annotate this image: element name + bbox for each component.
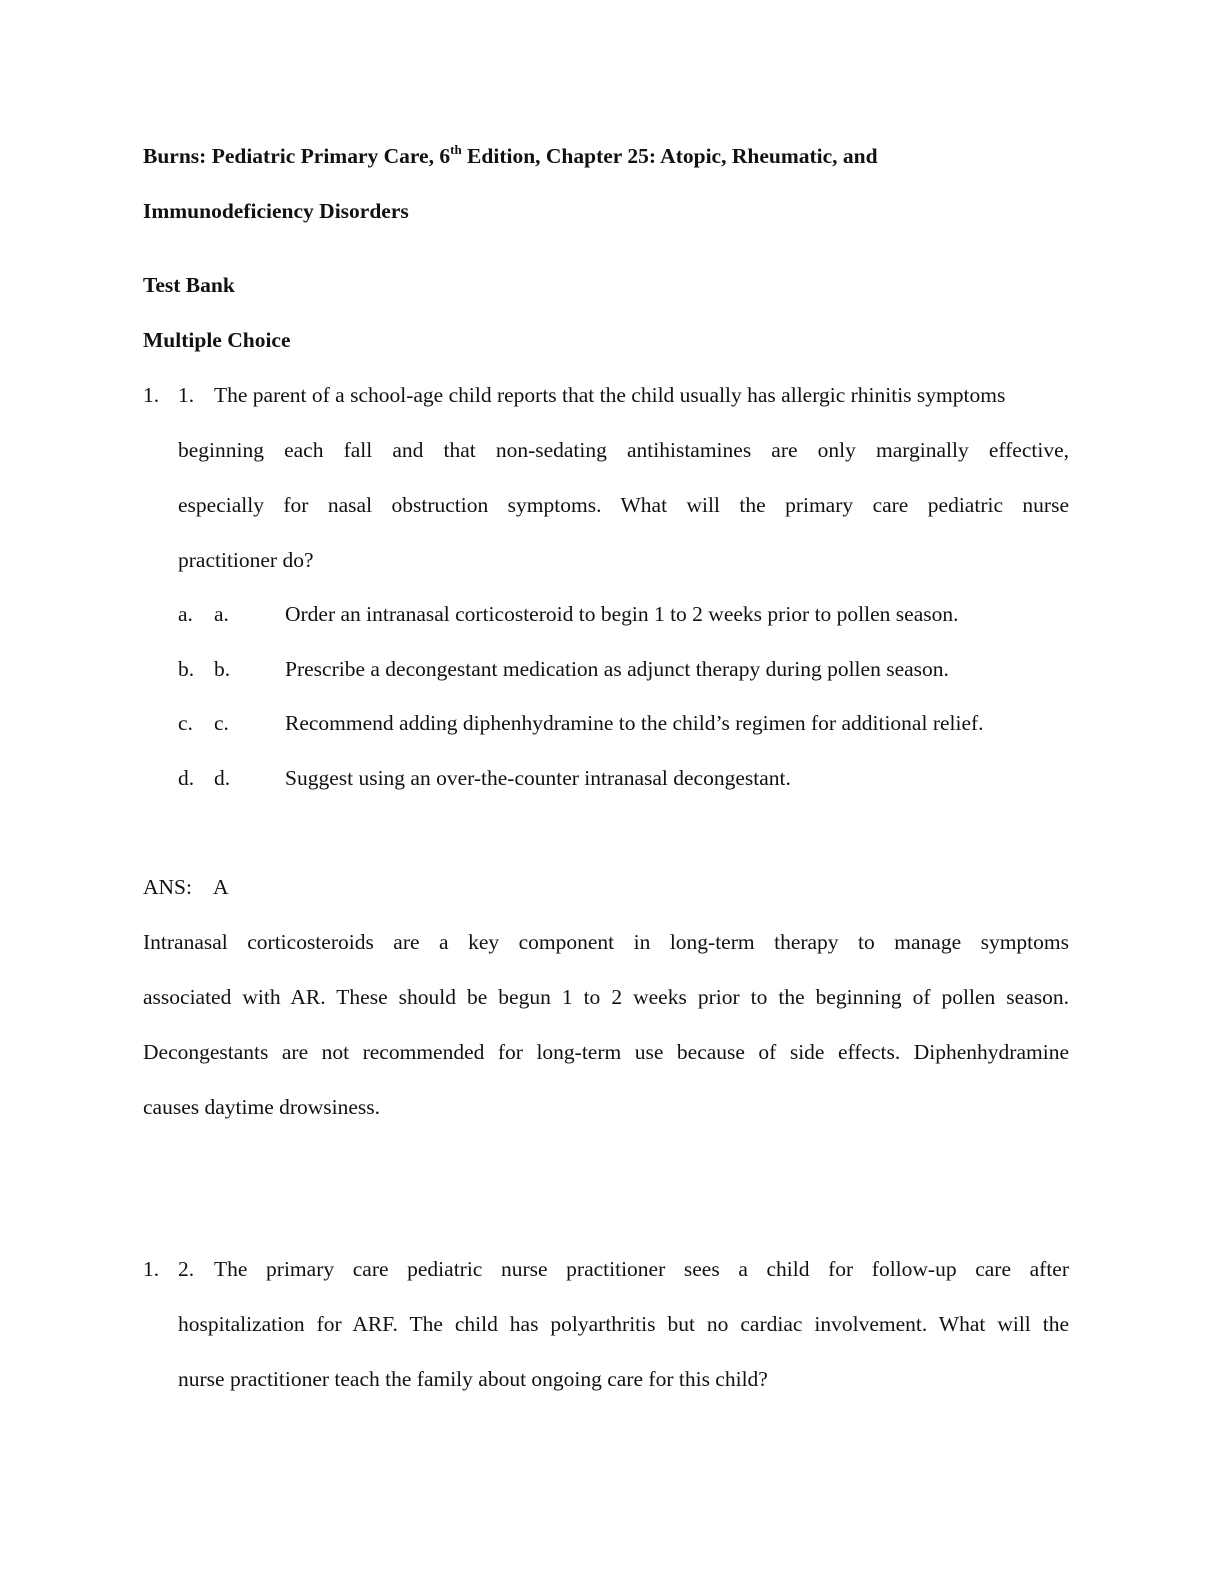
- question-stem-line: The parent of a school-age child reports that the child usually has allergic rhinitis symptoms: [214, 383, 1006, 407]
- option-letter: c.: [214, 711, 229, 735]
- question-inner-number: 2.: [178, 1257, 195, 1281]
- question-stem-line: especially for nasal obstruction symptoms. What will the primary care pediatric nurse: [178, 493, 1069, 517]
- question-stem-line: The primary care pediatric nurse practitioner sees a child for follow-up care after: [214, 1257, 1069, 1281]
- option-letter: a.: [214, 602, 229, 626]
- option-text: Prescribe a decongestant medication as adjunct therapy during pollen season.: [285, 657, 949, 681]
- option-letter: d.: [214, 766, 231, 790]
- option-text: Suggest using an over-the-counter intranasal decongestant.: [285, 766, 791, 790]
- answer-value: A: [213, 875, 229, 899]
- option-text: Order an intranasal corticosteroid to begin 1 to 2 weeks prior to pollen season.: [285, 602, 959, 626]
- question-stem-line: beginning each fall and that non-sedating antihistamines are only marginally effective,: [178, 438, 1069, 462]
- title-superscript: th: [450, 142, 462, 157]
- document-title-line-1: [143, 144, 878, 169]
- rationale-line: Intranasal corticosteroids are a key component in long-term therapy to manage symptoms: [143, 930, 1069, 954]
- section-heading-multiple-choice: Multiple Choice: [143, 328, 291, 352]
- document-title-line-2: Immunodeficiency Disorders: [143, 199, 409, 223]
- question-stem-line: nurse practitioner teach the family about ongoing care for this child?: [178, 1367, 768, 1391]
- question-inner-number: 1.: [178, 383, 195, 407]
- title-prefix: Burns: Pediatric Primary Care, 6: [143, 144, 451, 168]
- question-outer-number: 1.: [143, 1257, 160, 1281]
- option-letter: b.: [214, 657, 231, 681]
- rationale-line: causes daytime drowsiness.: [143, 1095, 381, 1119]
- title-suffix: Edition, Chapter 25: Atopic, Rheumatic, and: [461, 144, 878, 168]
- option-text: Recommend adding diphenhydramine to the child’s regimen for additional relief.: [285, 711, 984, 735]
- question-stem-line: practitioner do?: [178, 548, 314, 572]
- option-letter: c.: [178, 711, 193, 735]
- section-heading-test-bank: Test Bank: [143, 273, 235, 297]
- rationale-line: associated with AR. These should be begun 1 to 2 weeks prior to the beginning of pollen season.: [143, 985, 1069, 1009]
- option-letter: b.: [178, 657, 195, 681]
- option-letter: d.: [178, 766, 195, 790]
- question-stem-line: hospitalization for ARF. The child has polyarthritis but no cardiac involvement. What will the: [178, 1312, 1069, 1336]
- question-outer-number: 1.: [143, 383, 160, 407]
- option-letter: a.: [178, 602, 193, 626]
- rationale-line: Decongestants are not recommended for long-term use because of side effects. Diphenhydramine: [143, 1040, 1069, 1064]
- answer-label: ANS:: [143, 875, 192, 899]
